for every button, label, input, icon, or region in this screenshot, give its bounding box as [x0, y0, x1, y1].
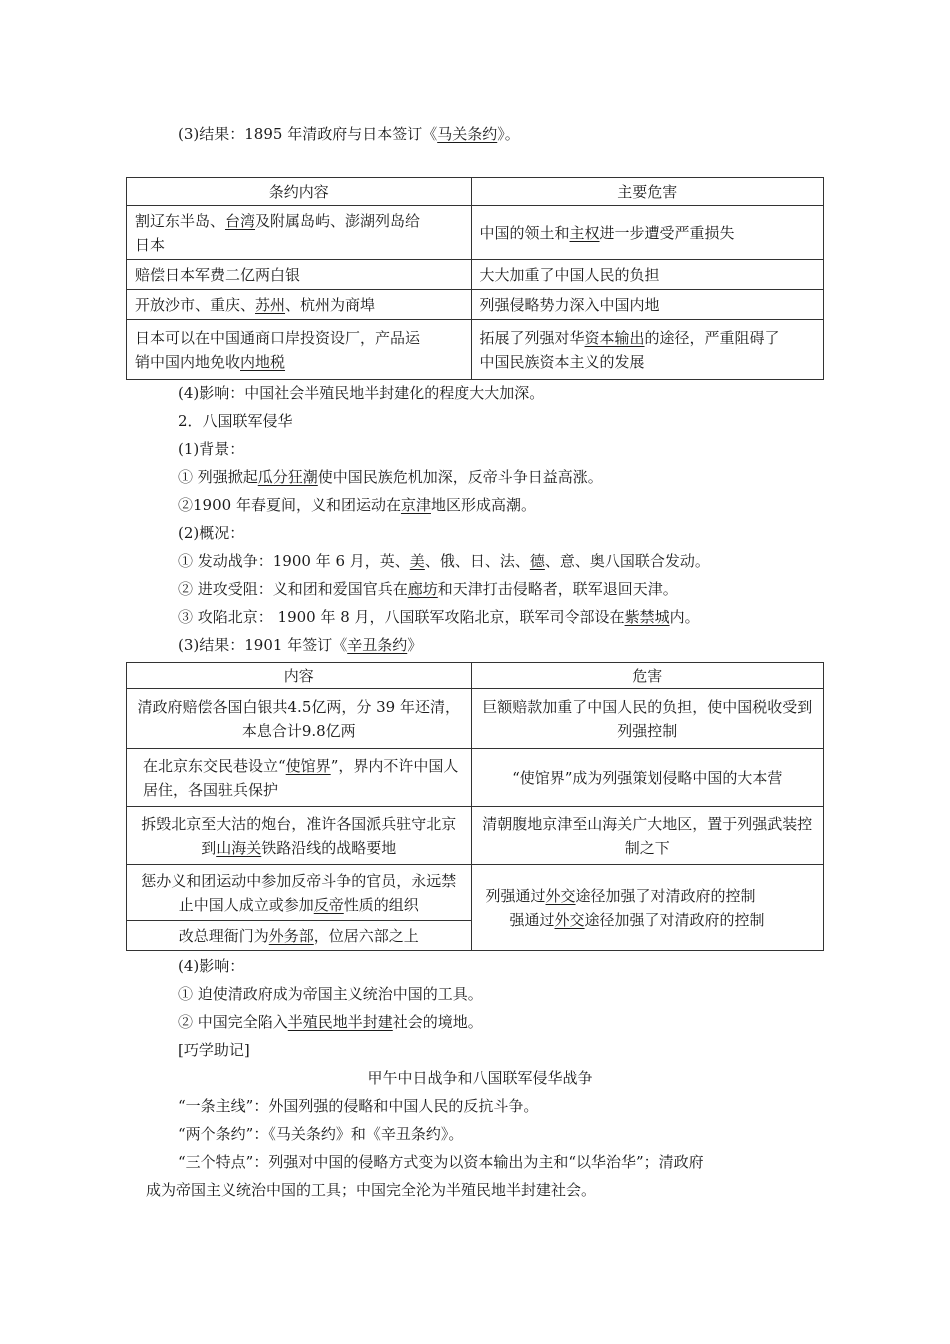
- table-cell: “使馆界”成为列强策划侵略中国的大本营: [471, 749, 824, 807]
- memo-line: 成为帝国主义统治中国的工具；中国完全沦为半殖民地半封建社会。: [146, 1181, 597, 1199]
- overview-item: ③ 攻陷北京： 1900 年 8 月，八国联军攻陷北京，联军司令部设在紫禁城内。: [178, 608, 700, 626]
- treaty-result-1: [178, 124, 520, 144]
- section-title: 2．八国联军侵华: [178, 412, 293, 430]
- memo-title: 甲午中日战争和八国联军侵华战争: [367, 1069, 593, 1087]
- impact-1: (4)影响：中国社会半殖民地半封建化的程度大大加深。: [178, 384, 545, 402]
- impact-label: (4)影响：: [178, 957, 245, 975]
- memo-line: “两个条约”：《马关条约》和《辛丑条约》。: [178, 1125, 464, 1143]
- table-header: 危害: [471, 663, 824, 689]
- table-cell: 中国的领土和主权进一步遭受严重损失: [471, 206, 824, 260]
- overview-label: (2)概况：: [178, 524, 245, 542]
- table-cell: 惩办义和团运动中参加反帝斗争的官员，永远禁止中国人成立或参加反帝性质的组织: [127, 865, 472, 921]
- background-label: (1)背景：: [178, 440, 245, 458]
- table-cell: 拆毁北京至大沽的炮台，准许各国派兵驻守北京到山海关铁路沿线的战略要地: [127, 807, 472, 865]
- memo-label: [巧学助记]: [178, 1041, 250, 1059]
- table-cell: 列强通过外交途径加强了对清政府的控制 强通过外交途径加强了对清政府的控制: [471, 865, 824, 951]
- table-header: 主要危害: [471, 178, 824, 206]
- table-cell: 拓展了列强对华资本输出的途径，严重阻碍了 中国民族资本主义的发展: [471, 320, 824, 380]
- background-item: ① 列强掀起瓜分狂潮使中国民族危机加深，反帝斗争日益高涨。: [178, 468, 603, 486]
- table-cell: 在北京东交民巷设立“使馆界”，界内不许中国人居住，各国驻兵保护: [127, 749, 472, 807]
- table-cell: 赔偿日本军费二亿两白银: [127, 260, 472, 290]
- table-cell: 日本可以在中国通商口岸投资设厂，产品运 销中国内地免收内地税: [127, 320, 472, 380]
- text: 》。: [497, 125, 520, 143]
- table-header: 内容: [127, 663, 472, 689]
- table-cell: 割辽东半岛、台湾及附属岛屿、澎湖列岛给 日本: [127, 206, 472, 260]
- table-cell: 大大加重了中国人民的负担: [471, 260, 824, 290]
- table-cell: 列强侵略势力深入中国内地: [471, 290, 824, 320]
- table-header: 条约内容: [127, 178, 472, 206]
- text: (3)结果：1895 年清政府与日本签订《: [178, 125, 438, 143]
- underlined-term: 马关条约: [437, 125, 498, 143]
- table-cell: 清朝腹地京津至山海关广大地区，置于列强武装控制之下: [471, 807, 824, 865]
- shimonoseki-table: [126, 177, 824, 380]
- impact-item: ② 中国完全陷入半殖民地半封建社会的境地。: [178, 1013, 483, 1031]
- table-cell: 巨额赔款加重了中国人民的负担，使中国税收受到列强控制: [471, 689, 824, 749]
- boxer-protocol-table: [126, 662, 824, 951]
- memo-line: “一条主线”：外国列强的侵略和中国人民的反抗斗争。: [178, 1097, 539, 1115]
- memo-line: “三个特点”：列强对中国的侵略方式变为以资本输出为主和“以华治华”；清政府: [178, 1153, 704, 1171]
- overview-item: ① 发动战争：1900 年 6 月，英、美、俄、日、法、德、意、奥八国联合发动。: [178, 552, 710, 570]
- impact-item: ① 迫使清政府成为帝国主义统治中国的工具。: [178, 985, 483, 1003]
- table-cell: 改总理衙门为外务部，位居六部之上: [127, 921, 472, 951]
- background-item: ②1900 年春夏间，义和团运动在京津地区形成高潮。: [178, 496, 536, 514]
- treaty-result-2: (3)结果：1901 年签订《辛丑条约》: [178, 636, 423, 654]
- table-cell: 开放沙市、重庆、苏州、杭州为商埠: [127, 290, 472, 320]
- table-cell: 清政府赔偿各国白银共4.5亿两，分 39 年还清，本息合计9.8亿两: [127, 689, 472, 749]
- overview-item: ② 进攻受阻：义和团和爱国官兵在廊坊和天津打击侵略者，联军退回天津。: [178, 580, 678, 598]
